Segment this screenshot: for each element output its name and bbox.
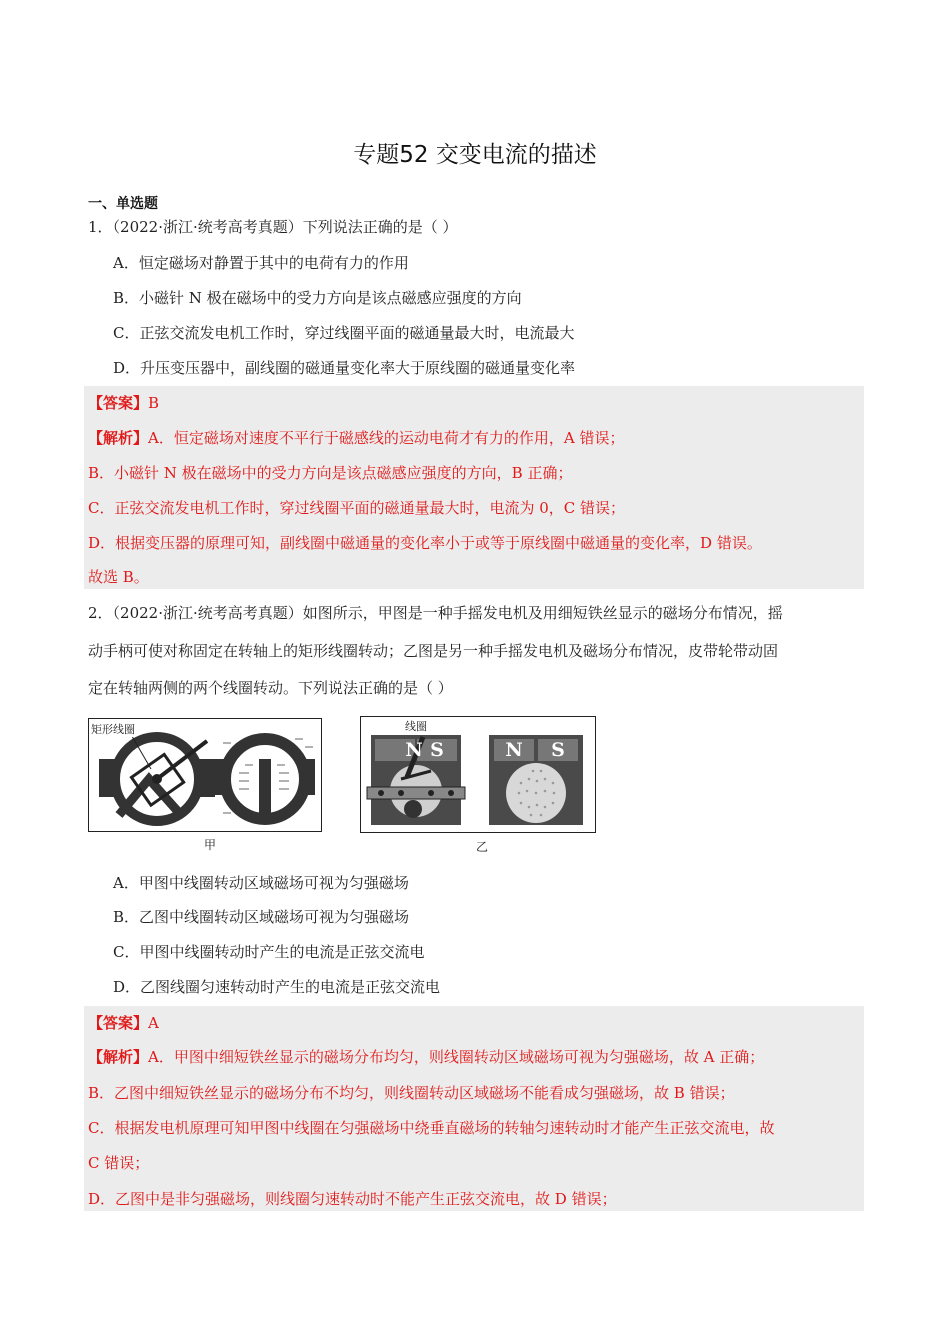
question-1-option-b: B．小磁针 N 极在磁场中的受力方向是该点磁感应强度的方向: [113, 289, 522, 307]
question-2-option-d: D．乙图线圈匀速转动时产生的电流是正弦交流电: [113, 978, 441, 996]
question-2-stem-line: 定在转轴两侧的两个线圈转动。下列说法正确的是（ ）: [88, 679, 453, 697]
figure-label-coil: 线圈: [405, 720, 427, 733]
question-1-analysis-line: C．正弦交流发电机工作时，穿过线圈平面的磁通量最大时，电流为 0，C 错误；: [88, 499, 626, 517]
question-2-option-c: C．甲图中线圈转动时产生的电流是正弦交流电: [113, 943, 425, 961]
question-2-option-a: A．甲图中线圈转动区域磁场可视为匀强磁场: [113, 874, 409, 892]
question-2-option-b: B．乙图中线圈转动区域磁场可视为匀强磁场: [113, 908, 410, 926]
answer-value: B: [148, 394, 160, 412]
figure-label-rect-coil: 矩形线圈: [91, 723, 135, 736]
figure-caption-yi: 乙: [476, 840, 489, 854]
question-2-analysis-line: [88, 1046, 764, 1068]
page-title: 专题52 交变电流的描述: [353, 142, 597, 168]
analysis-tag: 【解析】: [88, 1048, 149, 1066]
question-2-analysis-line: C．根据发电机原理可知甲图中线圈在匀强磁场中绕垂直磁场的转轴匀速转动时才能产生正弦交流电，故: [88, 1119, 775, 1137]
answer-value: A: [148, 1014, 159, 1032]
question-2-answer: [88, 1012, 159, 1034]
question-1-analysis-line: 故选 B。: [88, 568, 149, 586]
magnet-n-label: N: [505, 739, 523, 761]
question-1-answer-box: [84, 386, 864, 589]
question-2-stem-line: 动手柄可使对称固定在转轴上的矩形线圈转动；乙图是另一种手摇发电机及磁场分布情况，皮带轮带动固: [88, 642, 779, 660]
question-2-stem-line: 2．（2022·浙江·统考高考真题）如图所示，甲图是一种手摇发电机及用细短铁丝显示的磁场分布情况，摇: [88, 604, 783, 622]
magnet-s-label: S: [430, 739, 444, 761]
figure-yi: [360, 716, 596, 833]
answer-tag: 【答案】: [88, 1014, 149, 1032]
figure-jia: [88, 718, 322, 832]
magnet-n-label: N: [405, 739, 423, 761]
analysis-text: A．恒定磁场对速度不平行于磁感线的运动电荷才有力的作用，A 错误；: [148, 429, 625, 447]
question-2-analysis-line: D．乙图中是非匀强磁场，则线圈匀速转动时不能产生正弦交流电，故 D 错误；: [88, 1190, 617, 1208]
question-1-stem: 1．（2022·浙江·统考高考真题）下列说法正确的是（ ）: [88, 218, 458, 236]
question-1-option-a: A．恒定磁场对静置于其中的电荷有力的作用: [113, 254, 409, 272]
question-2-analysis-line: B．乙图中细短铁丝显示的磁场分布不均匀，则线圈转动区域磁场不能看成匀强磁场，故 B 错误；: [88, 1084, 735, 1102]
analysis-tag: 【解析】: [88, 429, 149, 447]
question-1-analysis-line: D．根据变压器的原理可知，副线圈中磁通量的变化率小于或等于原线圈中磁通量的变化率，D 错误。: [88, 534, 762, 552]
question-1-analysis-line: [88, 427, 624, 449]
section-heading: 一、单选题: [88, 196, 158, 212]
magnet-s-label: S: [551, 739, 565, 761]
analysis-text: A．甲图中细短铁丝显示的磁场分布均匀，则线圈转动区域磁场可视为匀强磁场，故 A 正确；: [148, 1048, 765, 1066]
question-1-analysis-line: B．小磁针 N 极在磁场中的受力方向是该点磁感应强度的方向，B 正确；: [88, 464, 573, 482]
question-1-answer: [88, 392, 159, 414]
figure-caption-jia: 甲: [204, 838, 217, 852]
question-2-analysis-line: C 错误；: [88, 1154, 150, 1172]
question-1-option-c: C．正弦交流发电机工作时，穿过线圈平面的磁通量最大时，电流最大: [113, 324, 575, 342]
question-1-option-d: D．升压变压器中，副线圈的磁通量变化率大于原线圈的磁通量变化率: [113, 359, 576, 377]
generator-yi-illustration: [361, 717, 595, 832]
answer-tag: 【答案】: [88, 394, 149, 412]
question-2-answer-box: [84, 1006, 864, 1211]
